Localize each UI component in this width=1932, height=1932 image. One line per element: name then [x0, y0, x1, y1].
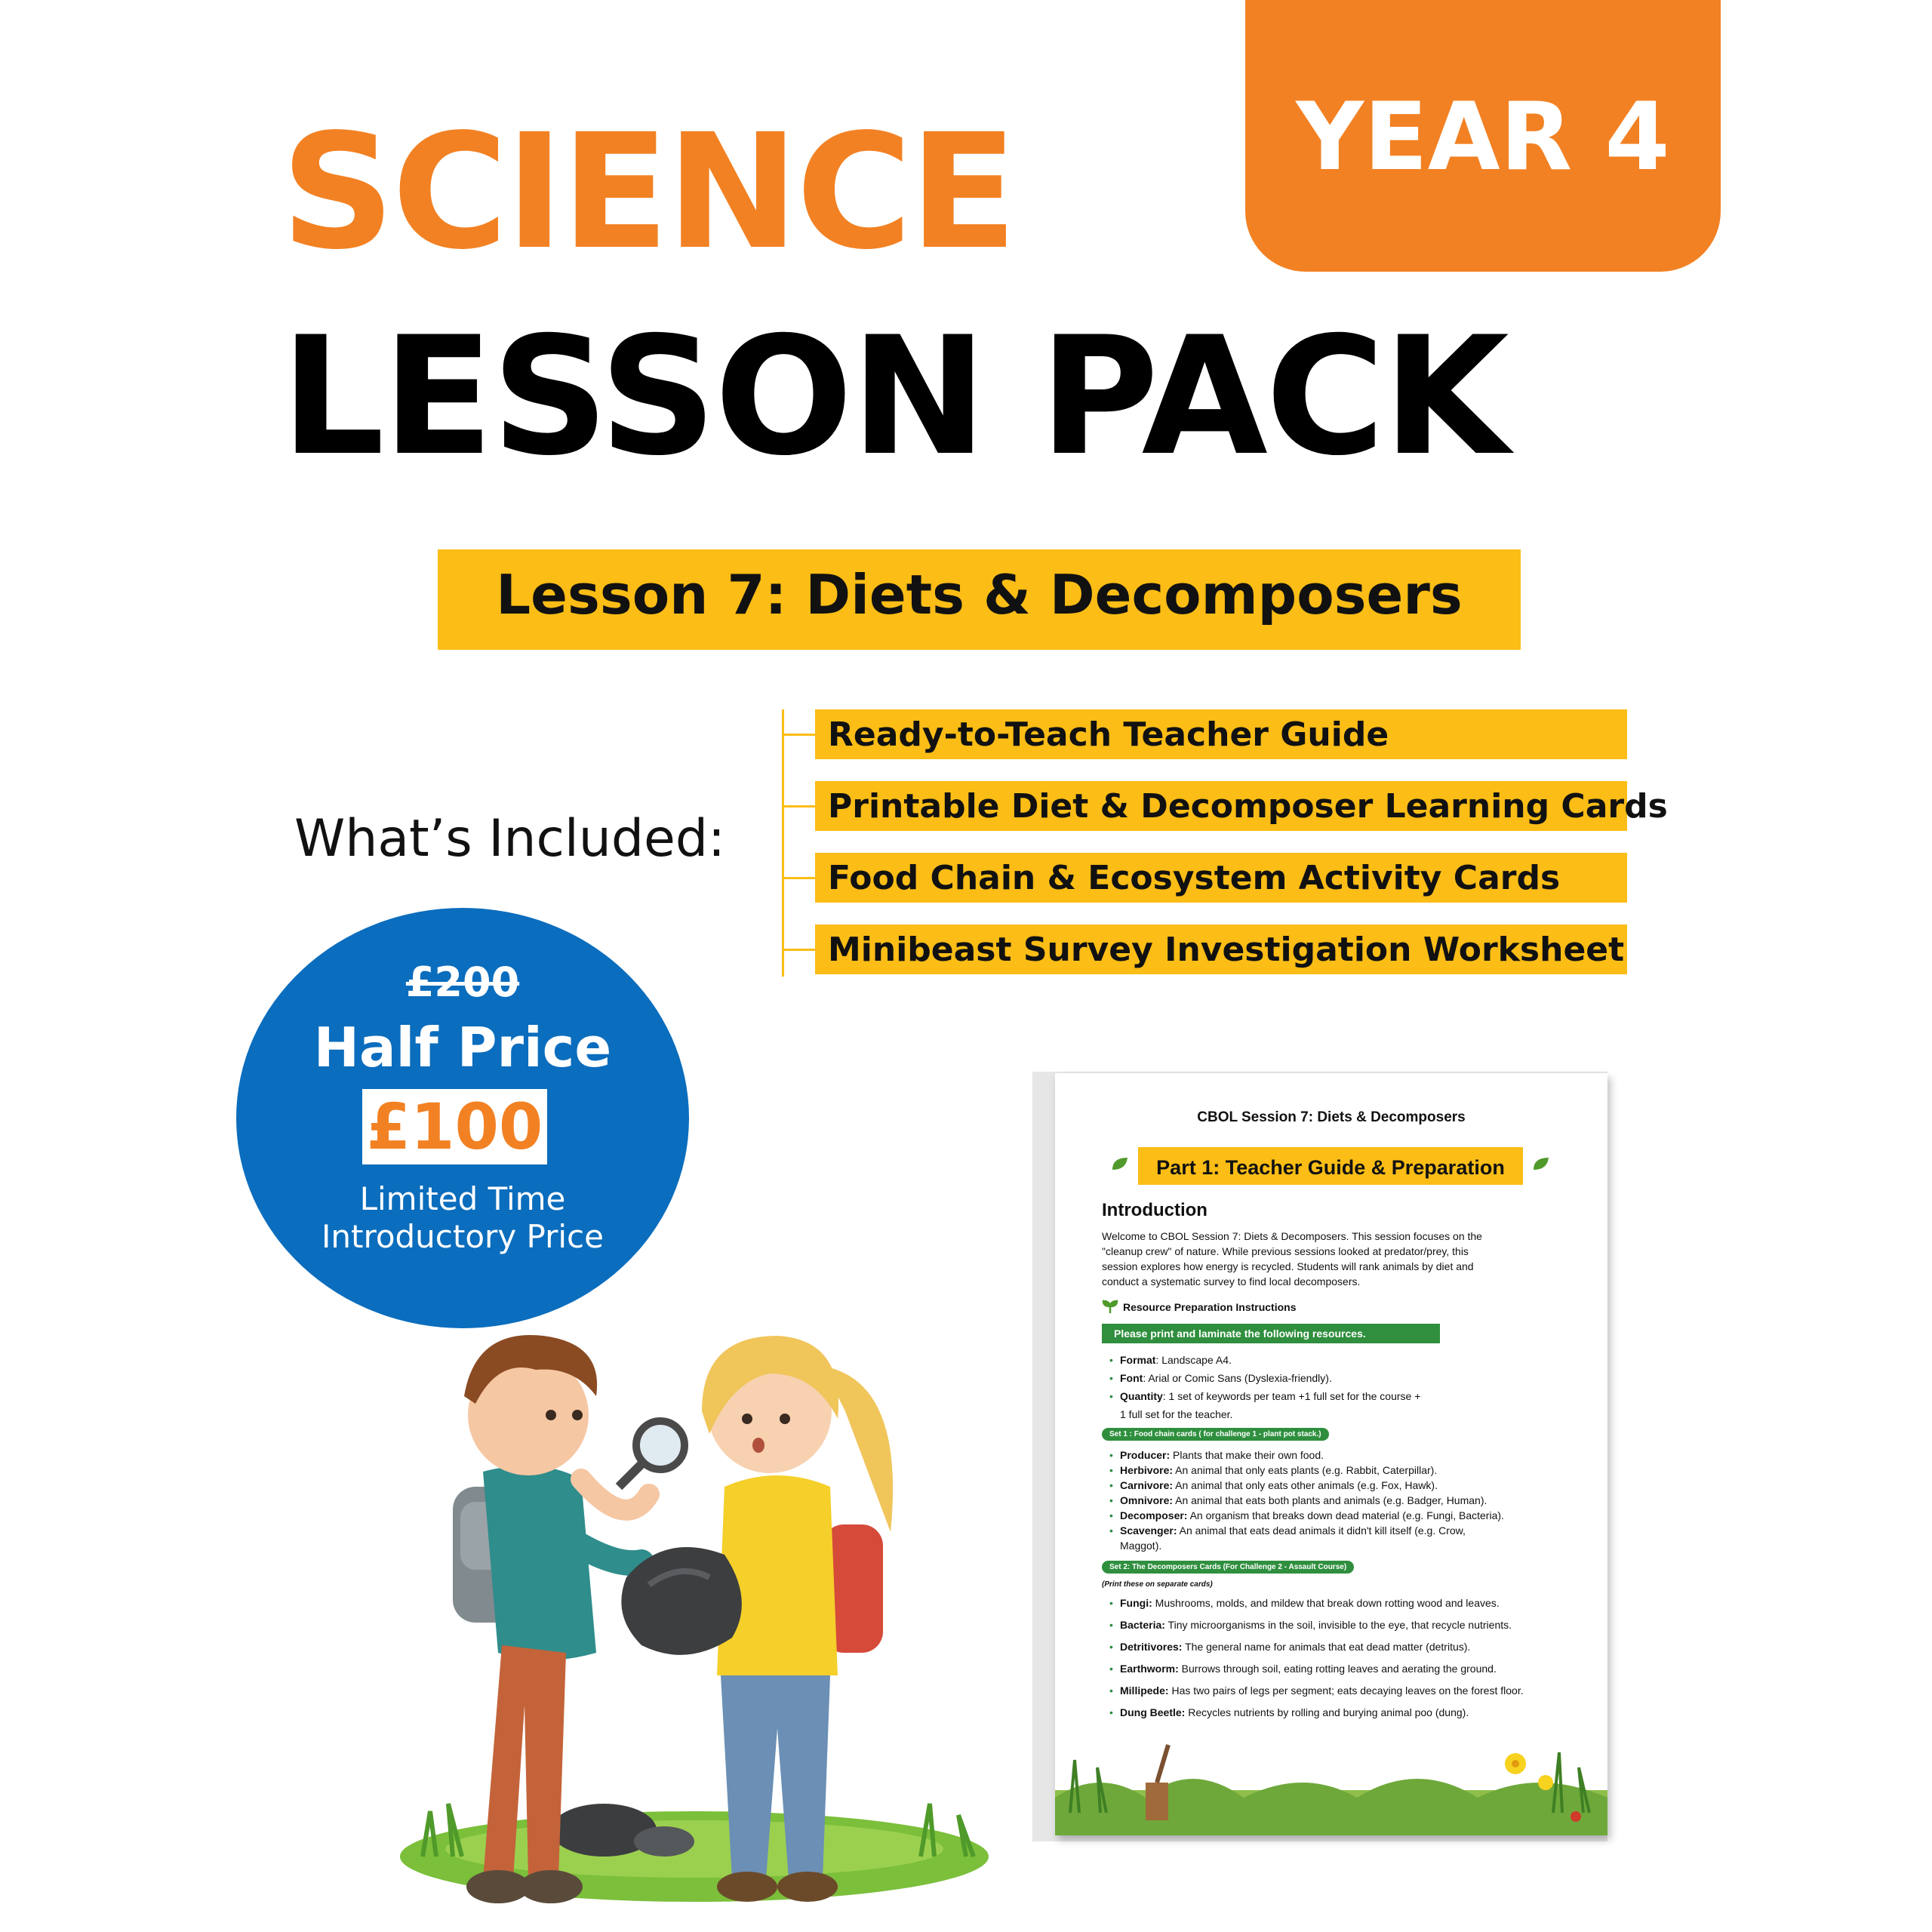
doc-set1-item: • Scavenger: An animal that eats dead animals it didn't kill itself (e.g. Crow, — [1120, 1524, 1466, 1537]
bracket-tick — [784, 734, 816, 736]
doc-set2-item: • Earthworm: Burrows through soil, eating rotting leaves and aerating the ground. — [1120, 1663, 1497, 1675]
new-price: £100 — [366, 1090, 543, 1164]
lesson-title: Lesson 7: Diets & Decomposers — [496, 563, 1463, 626]
doc-intro-line: "cleanup crew" of nature. While previous sessions looked at predator/prey, this — [1102, 1245, 1469, 1257]
old-price — [236, 958, 689, 1006]
title-lesson-pack: LESSON PACK — [281, 302, 1507, 491]
leaf-icon — [1111, 1156, 1129, 1171]
doc-intro-line: Welcome to CBOL Session 7: Diets & Decomposers. This session focuses on the — [1102, 1230, 1482, 1242]
doc-set1-cont: Maggot). — [1120, 1540, 1162, 1552]
doc-prep-item: • Font: Arial or Comic Sans (Dyslexia-friendly). — [1120, 1372, 1332, 1385]
children-illustration — [377, 1283, 1041, 1932]
included-item: Minibeast Survey Investigation Worksheet — [828, 931, 1625, 969]
doc-intro-heading: Introduction — [1102, 1200, 1208, 1220]
doc-set1-item: • Omnivore: An animal that eats both plants and animals (e.g. Badger, Human). — [1120, 1494, 1487, 1507]
doc-set2-label: Set 2: The Decomposers Cards (For Challenge 2 - Assault Course) — [1102, 1561, 1354, 1574]
doc-resource-heading: Resource Preparation Instructions — [1123, 1301, 1297, 1313]
leaf-icon — [1532, 1156, 1550, 1171]
bracket-tick — [784, 805, 816, 808]
doc-set1-item: • Decomposer: An organism that breaks down dead material (e.g. Fungi, Bacteria). — [1120, 1509, 1504, 1522]
sprout-icon — [1102, 1300, 1118, 1313]
included-bracket — [782, 709, 784, 977]
doc-intro-line: session explores how energy is recycled. Students will rank animals by diet and — [1102, 1260, 1474, 1272]
doc-set1-item: • Carnivore: An animal that only eats other animals (e.g. Fox, Hawk). — [1120, 1479, 1438, 1492]
doc-set1-item: • Producer: Plants that make their own food. — [1120, 1449, 1324, 1462]
doc-set2-item: • Dung Beetle: Recycles nutrients by rolling and burying animal poo (dung). — [1120, 1706, 1469, 1719]
price-note-line1: Limited Time — [359, 1180, 566, 1217]
half-price-label: Half Price — [313, 1016, 612, 1079]
doc-set1-item: • Herbivore: An animal that only eats plants (e.g. Rabbit, Caterpillar). — [1120, 1464, 1437, 1477]
title-science: SCIENCE — [281, 100, 1015, 285]
doc-prep-cont: 1 full set for the teacher. — [1120, 1408, 1233, 1420]
doc-print-banner-text: Please print and laminate the following resources. — [1114, 1327, 1366, 1340]
doc-set2-note: (Print these on separate cards) — [1102, 1580, 1213, 1589]
year-badge-label: YEAR 4 — [1296, 83, 1670, 192]
included-label: What’s Included: — [294, 809, 725, 869]
included-item: Printable Diet & Decomposer Learning Cards — [828, 787, 1668, 826]
price-note-line2: Introductory Price — [321, 1218, 604, 1255]
doc-set1-label: Set 1 : Food chain cards ( for challenge 1 - plant pot stack.) — [1102, 1428, 1329, 1441]
doc-set2-item: • Millipede: Has two pairs of legs per segment; eats decaying leaves on the forest floor. — [1120, 1684, 1524, 1697]
bracket-tick — [784, 949, 816, 951]
doc-set2-item: • Fungi: Mushrooms, molds, and mildew that break down rotting wood and leaves. — [1120, 1597, 1500, 1610]
document-preview — [1055, 1073, 1607, 1835]
magnifying-glass-icon — [636, 1421, 685, 1469]
doc-prep-item: • Format: Landscape A4. — [1120, 1354, 1232, 1367]
doc-prep-item: • Quantity: 1 set of keywords per team +1 full set for the course + — [1120, 1390, 1420, 1403]
included-item: Food Chain & Ecosystem Activity Cards — [828, 859, 1561, 897]
doc-part-title: Part 1: Teacher Guide & Preparation — [1156, 1156, 1505, 1179]
doc-set2-item: • Detritivores: The general name for animals that eat dead matter (detritus). — [1120, 1641, 1470, 1654]
doc-session-title: CBOL Session 7: Diets & Decomposers — [1197, 1109, 1466, 1125]
old-price-value: £200 — [405, 958, 520, 1006]
doc-intro-line: conduct a systematic survey to find local decomposers. — [1102, 1275, 1361, 1287]
included-item: Ready-to-Teach Teacher Guide — [828, 715, 1389, 754]
bracket-tick — [784, 877, 816, 879]
garden-border-illustration — [1055, 1737, 1607, 1835]
doc-set2-item: • Bacteria: Tiny microorganisms in the soil, invisible to the eye, that recycle nutrients. — [1120, 1619, 1512, 1632]
